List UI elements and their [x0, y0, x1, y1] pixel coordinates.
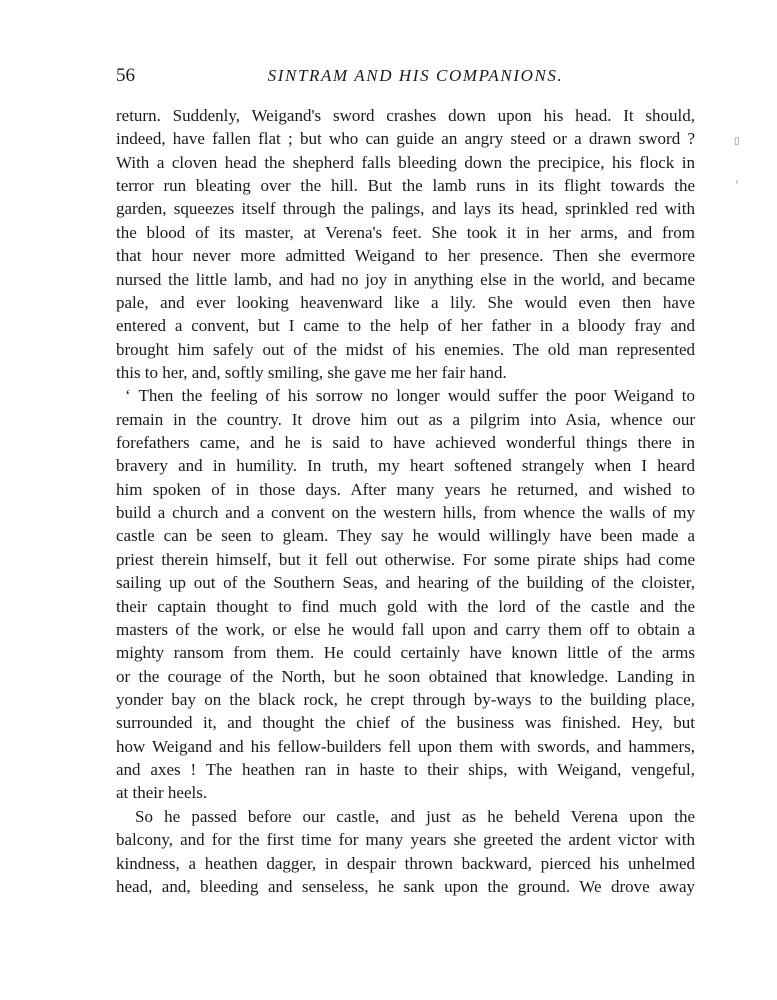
text-line: how Weigand and his fellow-builders fell upon them with swords, and hammers, [116, 736, 695, 756]
text-line: that hour never more admitted Weigand to her presence. Then she evermore [116, 246, 695, 266]
running-title: SINTRAM AND HIS COMPANIONS. [267, 66, 564, 85]
paragraph [116, 805, 695, 898]
text-line: surrounded it, and thought the chief of the business was finished. Hey, but [116, 713, 695, 733]
text-line: their captain thought to find much gold with the lord of the castle and the [116, 596, 695, 616]
text-line: garden, squeezes itself through the palings, and lays its head, sprinkled red with [116, 199, 695, 219]
text-line: terror run bleating over the hill. But the lamb runs in its flight towards the [116, 176, 695, 196]
text-line: bravery and in humility. In truth, my heart softened strangely when I heard [116, 456, 695, 476]
text-line: castle can be seen to gleam. They say he would willingly have been made a [116, 526, 695, 546]
text-line: pale, and ever looking heavenward like a lily. She would even then have [116, 292, 695, 312]
text-line: With a cloven head the shepherd falls bleeding down the precipice, his flock in [116, 152, 695, 172]
text-line: and axes ! The heathen ran in haste to their ships, with Weigand, vengeful, [116, 760, 695, 780]
text-line: the blood of its master, at Verena's feet. She took it in her arms, and from [116, 222, 695, 242]
text-line: brought him safely out of the midst of his enemies. The old man represented [116, 339, 695, 359]
text-line: build a church and a convent on the western hills, from whence the walls of my [116, 503, 695, 523]
text-line: priest therein himself, but it fell out otherwise. For some pirate ships had come [116, 549, 695, 569]
text-line: ‘ Then the feeling of his sorrow no longer would suffer the poor Weigand to [125, 386, 695, 406]
text-line: at their heels. [116, 783, 208, 803]
margin-speck: ⸯ [734, 182, 740, 193]
body-text [116, 104, 695, 898]
text-line: head, and, bleeding and senseless, he sank upon the ground. We drove away [116, 876, 695, 896]
text-line: remain in the country. It drove him out as a pilgrim into Asia, whence our [116, 409, 695, 429]
text-line: or the courage of the North, but he soon obtained that knowledge. Landing in [116, 666, 695, 686]
text-line: this to her, and, softly smiling, she gave me her fair hand. [116, 362, 507, 382]
page-header [116, 64, 695, 88]
margin-speck: ▯ [734, 136, 740, 147]
text-line: masters of the work, or else he would fall upon and carry them off to obtain a [116, 619, 695, 639]
page-number: 56 [116, 65, 135, 86]
paragraph [116, 384, 695, 804]
text-line: nursed the little lamb, and had no joy in anything else in the world, and became [116, 269, 695, 289]
text-line: kindness, a heathen dagger, in despair thrown backward, pierced his unhelmed [116, 853, 695, 873]
text-line: yonder bay on the black rock, he crept through by-ways to the building place, [116, 689, 695, 709]
text-line: balcony, and for the first time for many years she greeted the ardent victor with [116, 830, 695, 850]
text-line: mighty ransom from them. He could certainly have known little of the arms [116, 643, 695, 663]
text-line: So he passed before our castle, and just as he beheld Verena upon the [135, 806, 695, 826]
text-line: return. Suddenly, Weigand's sword crashes down upon his head. It should, [116, 106, 695, 125]
text-line: forefathers came, and he is said to have achieved wonderful things there in [116, 433, 695, 453]
text-line: entered a convent, but I came to the help of her father in a bloody fray and [116, 316, 695, 336]
paragraph [116, 104, 695, 384]
text-line: sailing up out of the Southern Seas, and hearing of the building of the cloister, [116, 573, 695, 593]
text-line: indeed, have fallen flat ; but who can guide an angry steed or a drawn sword ? [116, 129, 695, 149]
text-line: him spoken of in those days. After many years he returned, and wished to [116, 479, 695, 499]
